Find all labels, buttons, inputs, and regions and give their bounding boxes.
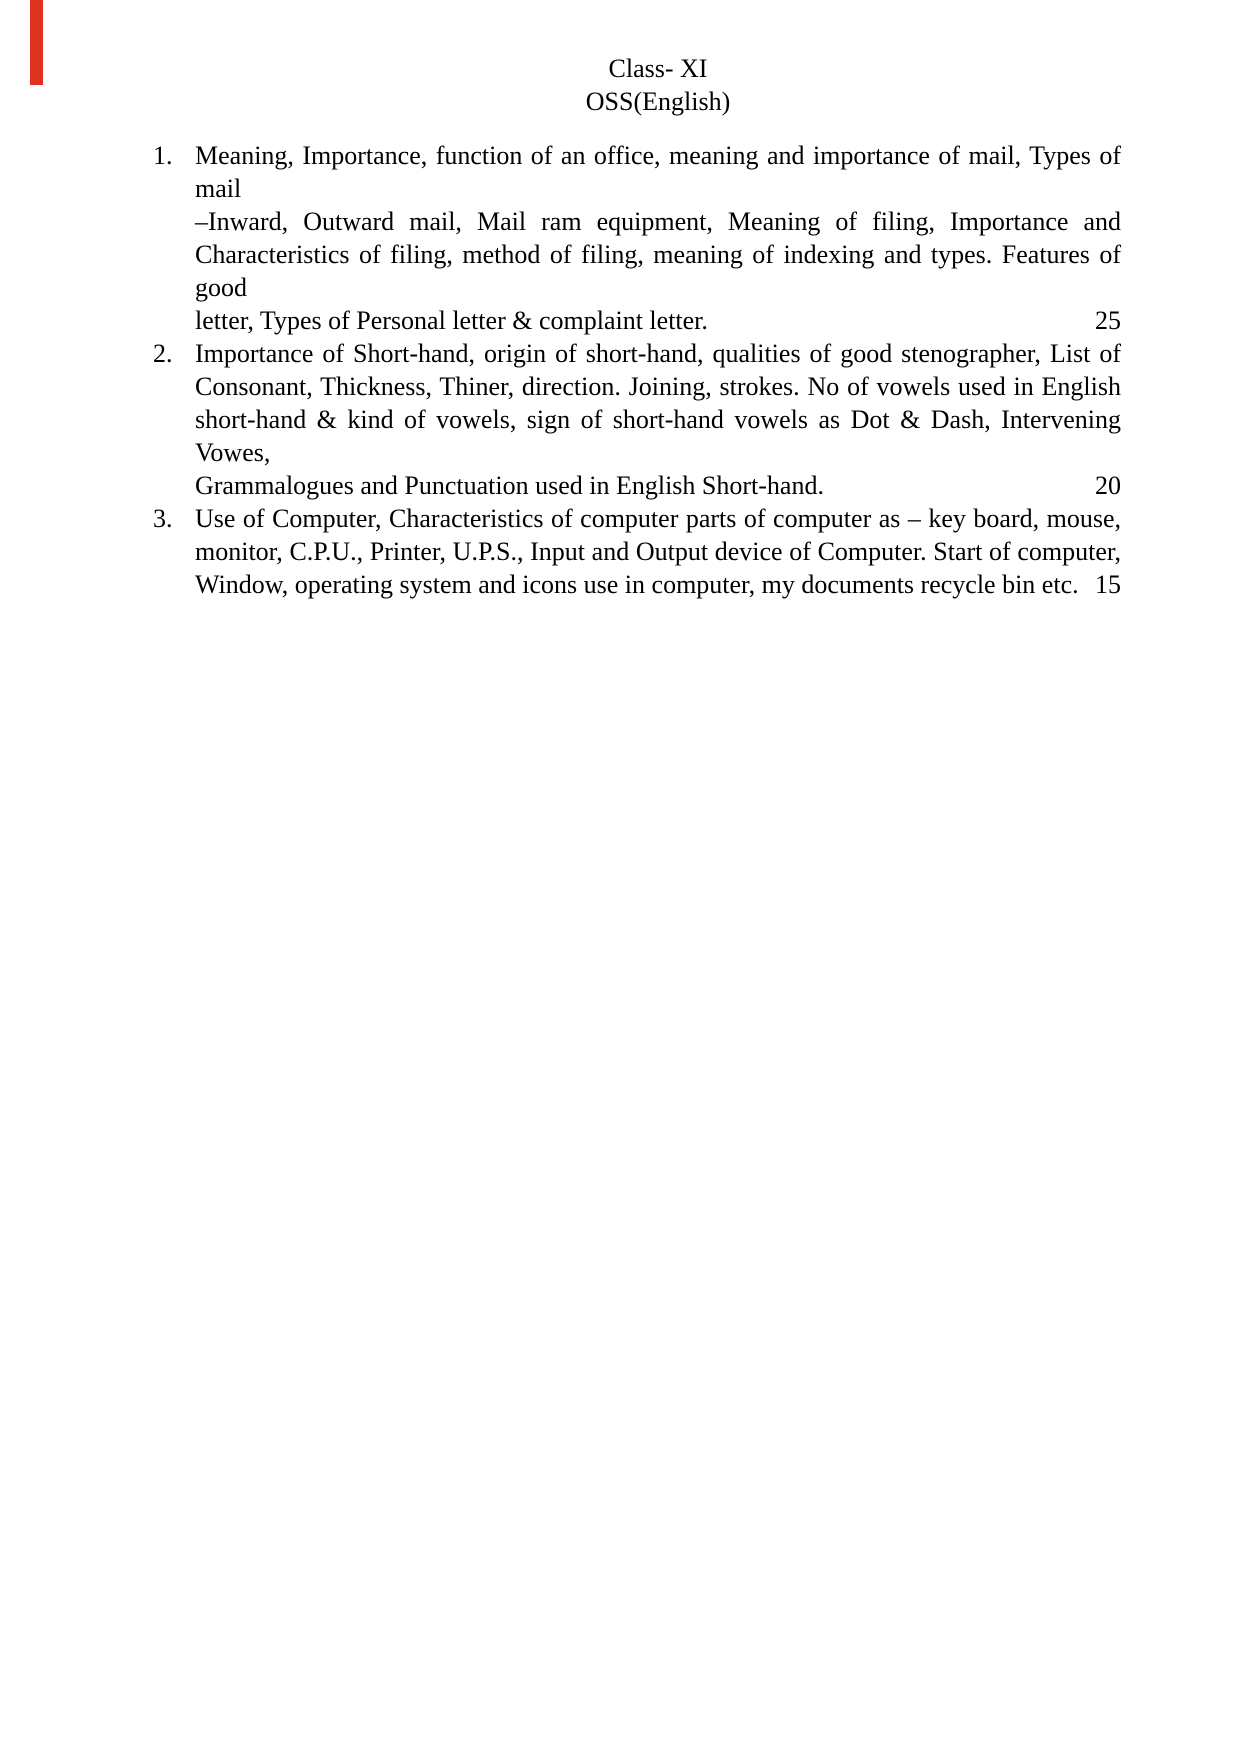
marks-value: 25 [1095, 306, 1121, 335]
page-title-subject: OSS(English) [585, 87, 731, 116]
line-text: letter, Types of Personal letter & complaint letter. [195, 306, 708, 335]
syllabus-line: Meaning, Importance, function of an office, meaning and importance of mail, Types of mail [195, 141, 1121, 203]
item-lines [195, 502, 1121, 601]
syllabus-line [195, 568, 1121, 601]
syllabus-line: Characteristics of filing, method of filing, meaning of indexing and types. Features of good [195, 240, 1121, 302]
syllabus-content [153, 52, 1121, 601]
syllabus-list [153, 139, 1121, 601]
syllabus-item [153, 337, 1121, 502]
syllabus-line: –Inward, Outward mail, Mail ram equipment, Meaning of filing, Importance and [195, 207, 1121, 236]
marks-value: 15 [1095, 570, 1121, 599]
syllabus-line: Importance of Short-hand, origin of short-hand, qualities of good stenographer, List of [195, 339, 1121, 368]
page-title-class: Class- XI [608, 54, 708, 83]
item-number: 3. [153, 504, 173, 533]
syllabus-line: Consonant, Thickness, Thiner, direction. Joining, strokes. No of vowels used in English [195, 372, 1121, 401]
item-lines [195, 337, 1121, 502]
item-lines [195, 139, 1121, 337]
syllabus-line [195, 304, 1121, 337]
item-number: 2. [153, 339, 173, 368]
syllabus-line [195, 469, 1121, 502]
syllabus-item [153, 139, 1121, 337]
red-margin-mark [30, 0, 43, 85]
line-text: Grammalogues and Punctuation used in English Short-hand. [195, 471, 824, 500]
syllabus-line: Use of Computer, Characteristics of computer parts of computer as – key board, mouse, [195, 504, 1121, 533]
marks-value: 20 [1095, 471, 1121, 500]
line-text: Window, operating system and icons use in computer, my documents recycle bin etc. [195, 570, 1079, 599]
syllabus-line: monitor, C.P.U., Printer, U.P.S., Input and Output device of Computer. Start of computer, [195, 537, 1121, 566]
item-number: 1. [153, 141, 173, 170]
syllabus-line: short-hand & kind of vowels, sign of short-hand vowels as Dot & Dash, Intervening Vowes, [195, 405, 1121, 467]
syllabus-item [153, 502, 1121, 601]
